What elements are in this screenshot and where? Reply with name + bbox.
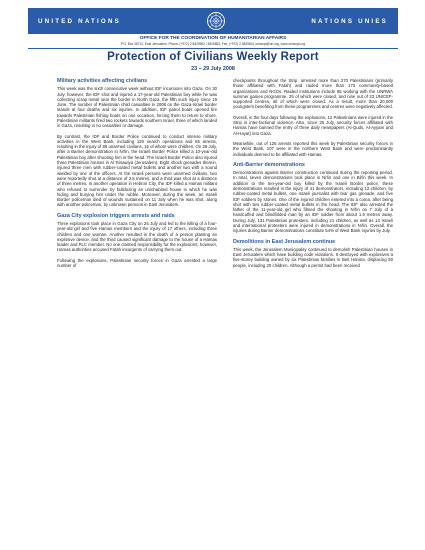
section-heading: Military activities affecting civilians: [57, 78, 148, 84]
banner-right-label: NATIONS UNIES: [311, 17, 388, 25]
section-heading: Anti-Barrier demonstrations: [233, 161, 305, 168]
section-paragraph: Three explosions took place in Gaza City on 25 July and led to the killing of a four-year-old girl and five Hamas members and the injury of 17 others, including three children and one woman. Another resulted in the death of a person planting an explosive device, and the third caused significant damage to the house of a Hamas leader and PLC member. No one claimed responsibility for the explosions; however, Hamas authorities accused Fatah insurgents of carrying them out.: [57, 220, 217, 253]
section-paragraph: checkpoints throughout the Strip, arrested more than 370 Palestinians (primarily those affiliated with Fatah) and raided more than 170 community-based organizations and NGOs. Raided institutions include 85 working with the UNRWA summer games programme, 25 of which were closed, and nine out of 23 UNICEF-supported centres, all of which were closed. As a result, more than 20,000 youngsters benefiting from these programmes and centres were negatively affected.: [233, 78, 393, 110]
section-paragraph: Meanwhile, out of 125 arrests reported this week by Palestinian security forces in the West Bank, 107 were in the northern West Bank and were predominantly individuals deemed to be affiliated with Hamas.: [233, 140, 393, 157]
banner-left-label: UNITED NATIONS: [38, 17, 121, 25]
header-banner: [28, 8, 398, 34]
section-paragraph: By contrast, the IDF and Border Police continued to conduct intense military activities in the West Bank, including 120 search operations and 55 arrests, resulting in the injury of 85 unarmed civilians, 15 of whom were children. On 29 July, after a Barrier demonstration in Ni'lin, the Israeli Border Police killed a 10-year-old Palestinian boy after shooting him in the head. The Israeli Border Police also injured three Palestinian houses in Al 'Eisawiya (Jerusalem). Eight shock grenades therein, injured three men with rubber-coated metal bullets and another two with a sound wielded by one of the officers. At the Israeli persons were unarmed civilians, two were reportedly shot at a distance of 3.5 metres, and a third was shot at a distance of three metres. In another operation in Hebron City, the IDF killed a Hamas militant who refused to surrender by bulldozing an uninhabited house in which he was hiding and burying him under the rubble. Moreover, during the week, an Israeli Border policeman died of wounds sustained on 11 July when he was shot, along with another policeman, by unknown persons in East Jerusalem.: [57, 133, 217, 208]
section-heading: Demolitions in East Jerusalem continue: [233, 238, 336, 245]
right-column: [233, 78, 393, 548]
header-divider: [28, 48, 398, 49]
section-heading: Gaza City explosion triggers arrests and raids: [57, 212, 175, 219]
section-paragraph: Demonstrations against Barrier construction continued during the reporting period. In total, seven demonstrations took place in Ni'lin and one in Bil'in this week. In addition to the ten-year-old boy killed by the Israeli Border police, these demonstrations resulted in the injury of 41 demonstrators, including 12 children, by rubber-coated metal bullets, one Israeli journalist with tear gas grenade, and five IDF soldiers by stones. One of the injured children entered into a coma, after being shot with two rubber-coated metal bullets in the head. The IDF also arrested the father of the 11-year-old girl who filmed the shooting in Ni'lin on 7 July of a handcuffed and blindfolded man by an IDF soldier from about 1.5 metres away. During July, 131 Palestinian protesters, including 21 children, as well as 13 Israeli and international protesters were injured in demonstrations in Ni'lin. Overall, the injuries during Barrier demonstrations constitute 54% of West Bank injuries by July.: [233, 170, 393, 234]
report-date: 23 – 29 July 2008: [191, 66, 235, 72]
un-emblem-icon: [206, 11, 226, 31]
report-title: Protection of Civilians Weekly Report: [107, 51, 319, 63]
section-paragraph: This week, the Jerusalem Municipality continued to demolish Palestinian houses in East Jerusalem which have building code violations. It destroyed with explosives a five-storey building owned by six Palestinian families in Beit Hanina, displacing 50 people, including 20 children. Although a permit had been received: [233, 246, 393, 268]
office-name: OFFICE FOR THE COORDINATION OF HUMANITARIAN AFFAIRS: [139, 36, 287, 41]
section-paragraph: Following the explosions, Palestinian security forces in Gaza arrested a large number of: [57, 257, 217, 269]
left-column: [57, 78, 217, 548]
section-paragraph: Overall, in the four days following the explosions, 12 Palestinians were injured in the Strip in inter-factional violence. Also, since 25 July, security forces affiliated with Hamas have banned the entry of three daily newspapers (Al-Quds, Al-Ayyam and Al-Hayat) into Gaza.: [233, 114, 393, 136]
contact-line: P.O. Box 38712, East Jerusalem, Phone: (+972) 2-5829962 / 5825853, Fax: (+972) 2-5825841 ochaopt@un.org, www.ochaopt.org: [120, 42, 306, 46]
section-paragraph: This week was the sixth consecutive week without IDF incursions into Gaza. On 30 July, however, the IDF shot and injured a 17-year-old Palestinian boy while he was collecting scrap metal near the border in North Gaza, the fifth such injury since 19 June. The number of Palestinian child casualties in 2008 on the Gaza-Israel border stands at four deaths and six injuries. In addition, IDF patrol boats opened fire towards Palestinian fishing boats on one occasion, forcing them to return to shore. Palestinian militants fired two rockets towards southern Israel, three of which landed in Gaza, resulting in no casualties or damage.: [57, 86, 217, 129]
